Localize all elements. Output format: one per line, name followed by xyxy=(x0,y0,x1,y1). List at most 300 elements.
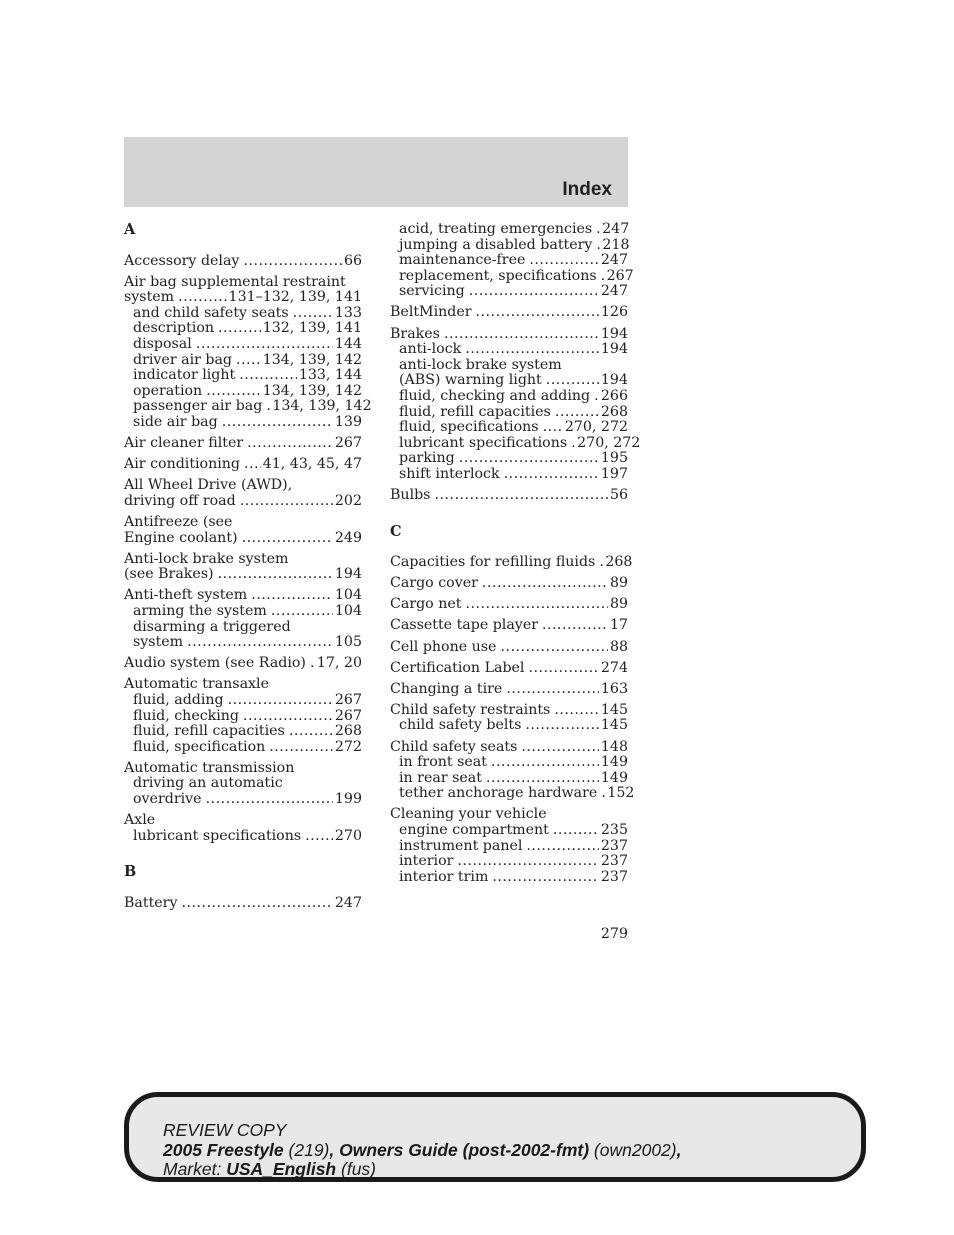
index-subentry xyxy=(124,635,362,651)
index-subentry xyxy=(124,829,362,845)
entry-page-ref: 202 xyxy=(334,492,362,509)
index-entry xyxy=(390,738,635,802)
index-line xyxy=(124,515,362,531)
entry-text: Engine coolant) xyxy=(124,529,238,546)
index-line xyxy=(124,567,362,583)
dot-leader xyxy=(242,531,333,547)
entry-text: side air bag xyxy=(133,414,218,431)
entry-page-ref: 247 xyxy=(600,283,628,300)
review-copy-product: 2005 Freestyle (219), Owners Guide (post-2002-fmt) (own2002), xyxy=(163,1139,682,1160)
index-line xyxy=(124,254,362,270)
entry-text: in rear seat xyxy=(399,769,482,786)
dot-leader xyxy=(228,693,333,709)
review-copy-label: REVIEW COPY xyxy=(163,1120,287,1140)
entry-text: Accessory delay xyxy=(124,252,240,269)
index-subentry xyxy=(124,740,362,756)
index-letter-heading: C xyxy=(390,522,402,540)
entry-text: fluid, specification xyxy=(133,738,266,755)
entry-text: Anti-theft system xyxy=(124,587,248,604)
entry-page-ref: 139 xyxy=(334,414,362,431)
index-subentry xyxy=(390,434,641,452)
entry-text: interior xyxy=(399,853,454,870)
entry-text: disposal xyxy=(133,336,192,353)
index-entry xyxy=(124,761,362,808)
dot-leader xyxy=(269,740,333,756)
entry-text: system xyxy=(124,289,175,306)
dot-leader xyxy=(187,635,333,651)
entry-page-ref: 218 xyxy=(602,236,630,253)
guide-code: (own2002) xyxy=(593,1139,677,1160)
index-line xyxy=(124,677,362,693)
index-subentry xyxy=(390,222,628,238)
index-subentry xyxy=(124,398,372,415)
entry-text: Anti-lock brake system xyxy=(124,550,289,567)
review-copy-market xyxy=(163,1160,861,1180)
review-copy-box xyxy=(124,1092,866,1182)
entry-text: servicing xyxy=(399,283,465,300)
dot-leader xyxy=(243,254,342,270)
dot-leader xyxy=(251,588,333,604)
entry-page-ref: 133 xyxy=(334,304,362,321)
index-subentry xyxy=(390,405,628,421)
entry-text: Cell phone use xyxy=(390,638,497,655)
page-title: Index xyxy=(562,179,612,200)
entry-text: instrument panel xyxy=(399,837,523,854)
dot-leader xyxy=(492,870,599,886)
dot-leader xyxy=(476,305,599,321)
entry-text: and child safety seats xyxy=(133,304,289,321)
index-line xyxy=(390,682,628,698)
dot-leader xyxy=(218,567,333,583)
dot-leader xyxy=(482,576,608,592)
entry-text: anti-lock xyxy=(399,341,462,358)
entry-text: Cleaning your vehicle xyxy=(390,806,547,823)
index-subentry xyxy=(124,353,362,369)
entry-page-ref: 17, 20 xyxy=(316,655,362,672)
entry-page-ref: 131–132, 139, 141 xyxy=(228,289,362,306)
index-subentry xyxy=(390,342,628,358)
dot-leader xyxy=(271,604,333,620)
dot-leader xyxy=(289,724,333,740)
entry-page-ref: 194 xyxy=(600,372,628,389)
index-subentry xyxy=(124,604,362,620)
index-subentry xyxy=(390,854,628,870)
entry-text: Capacities for refilling fluids xyxy=(390,554,596,571)
model-code: (219) xyxy=(288,1139,330,1160)
entry-text: Child safety restraints xyxy=(390,701,551,718)
market-label: Market: xyxy=(163,1159,222,1179)
entry-page-ref: 237 xyxy=(600,868,628,885)
dot-leader xyxy=(528,661,598,677)
index-subentry xyxy=(390,755,628,771)
entry-page-ref: 89 xyxy=(609,575,628,592)
index-line xyxy=(390,807,628,823)
entry-page-ref: 104 xyxy=(334,587,362,604)
dot-leader xyxy=(218,321,261,337)
dot-leader xyxy=(240,494,333,510)
dot-leader xyxy=(596,222,600,238)
entry-text: jumping a disabled battery xyxy=(399,236,593,253)
index-line xyxy=(390,618,628,634)
index-subentry xyxy=(124,337,362,353)
index-subentry xyxy=(390,467,628,483)
entry-text: maintenance-free xyxy=(399,252,526,269)
entry-text: Bulbs xyxy=(390,487,431,503)
entry-page-ref: 237 xyxy=(600,853,628,870)
dot-leader xyxy=(243,709,333,725)
entry-text: Cassette tape player xyxy=(390,617,538,634)
dot-leader xyxy=(546,373,599,389)
index-line xyxy=(124,531,362,547)
index-subentry xyxy=(124,321,362,337)
dot-leader xyxy=(434,488,607,504)
index-entry xyxy=(390,325,641,483)
entry-page-ref: 199 xyxy=(334,791,362,807)
dot-leader xyxy=(601,786,605,802)
entry-text: (see Brakes) xyxy=(124,566,214,583)
index-line xyxy=(124,457,362,473)
entry-text: Cargo net xyxy=(390,596,462,613)
entry-page-ref: 56 xyxy=(609,487,628,503)
dot-leader xyxy=(555,405,599,421)
entry-text: overdrive xyxy=(133,791,202,807)
index-subentry xyxy=(390,253,628,269)
entry-page-ref: 267 xyxy=(334,435,362,452)
index-line xyxy=(390,327,628,343)
index-entry xyxy=(124,457,362,473)
index-subentry xyxy=(390,358,628,374)
entry-text: (ABS) warning light xyxy=(399,372,542,389)
dot-leader xyxy=(601,269,605,285)
index-entry xyxy=(124,552,362,583)
index-subentry xyxy=(124,792,362,808)
entry-text: anti-lock brake system xyxy=(399,356,562,373)
index-entry xyxy=(390,703,628,734)
index-subentry xyxy=(390,870,628,886)
dot-leader xyxy=(504,467,599,483)
entry-text: driving an automatic xyxy=(133,775,283,792)
entry-text: BeltMinder xyxy=(390,304,472,321)
dot-leader xyxy=(506,682,599,698)
entry-text: Certification Label xyxy=(390,659,525,676)
entry-text: lubricant specifications xyxy=(399,434,568,451)
index-subentry xyxy=(390,238,628,254)
entry-text: arming the system xyxy=(133,602,267,619)
market-value: USA_English xyxy=(226,1159,337,1179)
index-subentry xyxy=(390,718,628,734)
entry-text: indicator light xyxy=(133,367,236,384)
dot-leader xyxy=(457,854,598,870)
entry-text: fluid, checking and adding xyxy=(399,387,591,404)
entry-page-ref: 148 xyxy=(600,738,628,755)
index-entry xyxy=(390,618,628,634)
dot-leader xyxy=(239,368,297,384)
dot-leader xyxy=(196,337,333,353)
entry-text: lubricant specifications xyxy=(133,827,302,844)
entry-text: child safety belts xyxy=(399,717,522,734)
entry-page-ref: 149 xyxy=(600,754,628,771)
entry-page-ref: 237 xyxy=(600,837,628,854)
entry-text: fluid, adding xyxy=(133,691,224,708)
market-code: (fus) xyxy=(341,1159,376,1179)
entry-page-ref: 126 xyxy=(600,304,628,321)
dot-leader xyxy=(444,327,599,343)
index-column-left xyxy=(124,221,372,917)
index-entry xyxy=(390,221,634,300)
entry-page-ref: 268 xyxy=(605,554,633,571)
dot-leader xyxy=(247,436,333,452)
index-entry xyxy=(124,254,362,270)
entry-page-ref: 270 xyxy=(334,827,362,844)
index-subentry xyxy=(124,693,362,709)
index-line xyxy=(124,275,362,291)
entry-text: Brakes xyxy=(390,325,440,342)
index-subentry xyxy=(390,839,628,855)
entry-page-ref: 247 xyxy=(334,894,362,911)
entry-text: Child safety seats xyxy=(390,738,518,755)
index-subentry xyxy=(124,620,362,636)
entry-text: fluid, refill capacities xyxy=(399,403,551,420)
entry-page-ref: 268 xyxy=(600,403,628,420)
index-line xyxy=(124,436,362,452)
entry-page-ref: 197 xyxy=(600,465,628,482)
entry-page-ref: 247 xyxy=(600,252,628,269)
index-subentry xyxy=(390,451,628,467)
entry-page-ref: 88 xyxy=(609,638,628,655)
entry-text: passenger air bag xyxy=(133,398,263,415)
entry-page-ref: 235 xyxy=(600,822,628,838)
entry-page-ref: 66 xyxy=(343,252,362,269)
index-letter-heading: B xyxy=(124,863,137,881)
dot-leader xyxy=(594,389,599,405)
index-subentry xyxy=(124,415,362,431)
index-entry xyxy=(124,436,362,452)
entry-text: disarming a triggered xyxy=(133,618,291,635)
entry-text: description xyxy=(133,320,215,337)
entry-page-ref: 249 xyxy=(334,529,362,546)
entry-text: Automatic transmission xyxy=(124,759,295,776)
index-line xyxy=(124,813,362,829)
index-line xyxy=(390,305,628,321)
dot-leader xyxy=(491,755,599,771)
entry-page-ref: 132, 139, 141 xyxy=(262,320,362,337)
dot-leader xyxy=(553,823,599,839)
index-entry xyxy=(124,813,362,844)
entry-text: Air cleaner filter xyxy=(124,435,244,452)
index-entry xyxy=(124,478,362,509)
index-entry xyxy=(390,807,628,885)
index-subentry xyxy=(124,724,362,740)
dot-leader xyxy=(206,384,261,400)
entry-page-ref: 272 xyxy=(334,738,362,755)
entry-page-ref: 41, 43, 45, 47 xyxy=(262,456,362,473)
dot-leader xyxy=(222,415,333,431)
page-number: 279 xyxy=(600,926,628,942)
index-entry xyxy=(390,305,628,321)
index-entry xyxy=(390,682,628,698)
entry-text: Changing a tire xyxy=(390,680,503,697)
entry-text: engine compartment xyxy=(399,822,549,838)
entry-page-ref: 17 xyxy=(609,617,628,634)
index-subentry xyxy=(390,785,635,802)
dot-leader xyxy=(554,703,599,719)
entry-page-ref: 145 xyxy=(600,701,628,718)
guide-name: Owners Guide (post-2002-fmt) xyxy=(339,1139,590,1160)
index-line xyxy=(124,656,362,672)
dot-leader xyxy=(500,640,607,656)
entry-text: Axle xyxy=(124,812,156,829)
entry-page-ref: 144 xyxy=(334,336,362,353)
dot-leader xyxy=(293,306,333,322)
index-subentry xyxy=(124,368,362,384)
entry-page-ref: 105 xyxy=(334,634,362,651)
index-line xyxy=(124,896,362,912)
index-line xyxy=(390,488,628,504)
index-entry xyxy=(390,640,628,656)
index-line xyxy=(124,290,362,306)
entry-page-ref: 247 xyxy=(602,221,630,237)
index-subentry xyxy=(124,306,362,322)
entry-page-ref: 134, 139, 142 xyxy=(272,398,372,415)
dot-leader xyxy=(543,420,563,436)
entry-page-ref: 149 xyxy=(600,769,628,786)
index-line xyxy=(390,703,628,719)
dot-leader xyxy=(465,597,607,613)
entry-text: driver air bag xyxy=(133,351,233,368)
entry-page-ref: 266 xyxy=(600,387,628,404)
index-subentry xyxy=(390,284,628,300)
entry-text: interior trim xyxy=(399,868,489,885)
entry-page-ref: 270, 272 xyxy=(577,434,641,451)
dot-leader xyxy=(181,896,332,912)
dot-leader xyxy=(596,238,600,254)
entry-page-ref: 133, 144 xyxy=(298,367,362,384)
entry-text: Automatic transaxle xyxy=(124,676,269,693)
dot-leader xyxy=(459,451,599,467)
index-entry xyxy=(124,656,362,672)
dot-leader xyxy=(525,718,599,734)
entry-text: Air bag supplemental restraint xyxy=(124,273,346,290)
index-subentry xyxy=(124,709,362,725)
dot-leader xyxy=(206,792,333,808)
entry-text: acid, treating emergencies xyxy=(399,221,593,237)
model-name: 2005 Freestyle xyxy=(163,1139,284,1160)
entry-page-ref: 267 xyxy=(334,691,362,708)
entry-text: operation xyxy=(133,382,203,399)
index-subentry xyxy=(390,373,628,389)
entry-text: in front seat xyxy=(399,754,487,771)
index-subentry xyxy=(124,776,362,792)
entry-text: driving off road xyxy=(124,492,236,509)
index-entry xyxy=(124,515,362,546)
index-entry xyxy=(390,554,633,571)
dot-leader xyxy=(469,284,599,300)
entry-text: All Wheel Drive (AWD), xyxy=(124,477,293,494)
dot-leader xyxy=(529,253,599,269)
index-line xyxy=(124,552,362,568)
dot-leader xyxy=(310,656,315,672)
index-subentry xyxy=(124,384,362,400)
index-subentry xyxy=(390,420,628,436)
entry-text: tether anchorage hardware xyxy=(399,785,598,802)
entry-text: fluid, refill capacities xyxy=(133,723,285,740)
index-entry xyxy=(124,588,362,650)
index-entry xyxy=(390,576,628,592)
entry-page-ref: 145 xyxy=(600,717,628,734)
entry-text: fluid, specifications xyxy=(399,419,539,436)
index-subentry xyxy=(390,823,628,839)
dot-leader xyxy=(305,829,333,845)
entry-text: replacement, specifications xyxy=(399,267,597,284)
index-line xyxy=(124,478,362,494)
index-subentry xyxy=(390,389,628,405)
index-line xyxy=(124,588,362,604)
entry-page-ref: 104 xyxy=(334,602,362,619)
entry-page-ref: 274 xyxy=(600,659,628,676)
entry-text: Audio system (see Radio) xyxy=(124,655,306,672)
index-line xyxy=(124,494,362,510)
index-entry xyxy=(390,661,628,677)
entry-page-ref: 194 xyxy=(600,325,628,342)
entry-text: Air conditioning xyxy=(124,456,240,473)
entry-text: fluid, checking xyxy=(133,707,240,724)
entry-text: parking xyxy=(399,450,455,467)
entry-page-ref: 194 xyxy=(600,341,628,358)
entry-page-ref: 89 xyxy=(609,596,628,613)
entry-page-ref: 152 xyxy=(607,785,635,802)
entry-text: Battery xyxy=(124,894,178,911)
index-letter-heading: A xyxy=(124,221,136,238)
entry-page-ref: 267 xyxy=(606,267,634,284)
index-line xyxy=(390,554,633,571)
index-entry xyxy=(124,677,362,755)
index-entry xyxy=(390,597,628,613)
index-line xyxy=(124,761,362,777)
index-line xyxy=(390,661,628,677)
entry-page-ref: 195 xyxy=(600,450,628,467)
dot-leader xyxy=(486,771,599,787)
entry-page-ref: 163 xyxy=(600,680,628,697)
index-entry xyxy=(124,273,372,431)
entry-text: Cargo cover xyxy=(390,575,478,592)
entry-page-ref: 134, 139, 142 xyxy=(262,382,362,399)
index-line xyxy=(390,640,628,656)
entry-text: Antifreeze (see xyxy=(124,514,233,530)
index-subentry xyxy=(390,771,628,787)
dot-leader xyxy=(542,618,608,634)
dot-leader xyxy=(244,457,261,473)
entry-page-ref: 134, 139, 142 xyxy=(262,351,362,368)
dot-leader xyxy=(178,290,226,306)
index-subentry xyxy=(390,267,634,285)
dot-leader xyxy=(599,555,603,571)
dot-leader xyxy=(571,436,575,452)
index-column-right xyxy=(390,221,641,891)
dot-leader xyxy=(526,839,599,855)
dot-leader xyxy=(521,740,599,756)
index-line xyxy=(390,740,628,756)
entry-text: system xyxy=(133,634,184,651)
header-band xyxy=(124,137,628,207)
dot-leader xyxy=(465,342,599,358)
index-line xyxy=(390,576,628,592)
entry-page-ref: 268 xyxy=(334,723,362,740)
dot-leader xyxy=(266,399,270,415)
entry-page-ref: 194 xyxy=(334,566,362,583)
index-entry xyxy=(390,488,628,504)
entry-page-ref: 267 xyxy=(334,707,362,724)
index-line xyxy=(390,597,628,613)
